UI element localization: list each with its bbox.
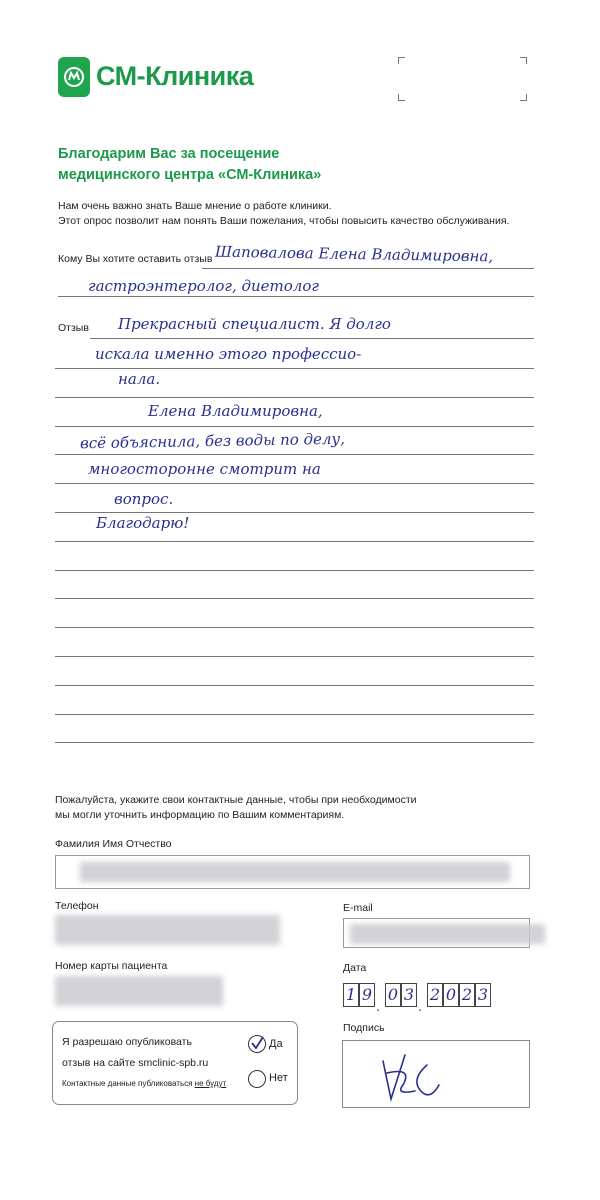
name-label: Фамилия Имя Отчество: [55, 838, 172, 850]
date-digit[interactable]: 9: [359, 983, 375, 1007]
review-line: Елена Владимировна,: [148, 402, 323, 420]
review-line: многосторонне смотрит на: [88, 460, 321, 478]
recipient-line: [58, 296, 534, 297]
review-line: нала.: [118, 370, 161, 388]
date-digit[interactable]: 0: [385, 983, 401, 1007]
review-rule: [55, 714, 534, 715]
redacted-email: [350, 924, 545, 944]
date-separator: .: [376, 998, 380, 1014]
date-digit[interactable]: 0: [443, 983, 459, 1007]
corner-mark: [398, 94, 405, 101]
review-line: вопрос.: [114, 490, 174, 508]
date-digit[interactable]: 1: [343, 983, 359, 1007]
redacted-phone: [55, 915, 280, 945]
consent-yes-label: Да: [269, 1038, 283, 1050]
redacted-card: [55, 976, 223, 1006]
corner-mark: [520, 94, 527, 101]
review-label: Отзыв: [58, 322, 89, 334]
review-rule: [90, 338, 534, 339]
consent-note: Контактные данные публиковаться не будут: [62, 1079, 227, 1088]
date-digit[interactable]: 2: [459, 983, 475, 1007]
corner-mark: [520, 57, 527, 64]
intro-text: Нам очень важно знать Ваше мнение о работе клиники. Этот опрос позволит нам понять Ваши пожелания, чтобы повысить качество обслуживания.: [58, 200, 510, 227]
consent-line2: отзыв на сайте smclinic-spb.ru: [62, 1057, 209, 1069]
review-rule: [55, 541, 534, 542]
review-line: всё объяснила, без воды по делу,: [79, 429, 346, 453]
checkmark-icon: [249, 1036, 265, 1052]
card-label: Номер карты пациента: [55, 960, 168, 972]
consent-no-label: Нет: [269, 1072, 288, 1084]
signature-field[interactable]: [342, 1040, 530, 1108]
redacted-name: [80, 862, 510, 882]
review-line: Благодарю!: [96, 514, 190, 532]
consent-box: [52, 1021, 298, 1105]
logo-icon: [58, 57, 90, 97]
brand-name: СМ-Клиника: [96, 61, 254, 91]
consent-no-radio[interactable]: [248, 1070, 266, 1088]
review-rule: [55, 483, 534, 484]
phone-label: Телефон: [55, 900, 99, 912]
consent-line1: Я разрешаю опубликовать: [62, 1036, 192, 1048]
date-digit[interactable]: 3: [475, 983, 491, 1007]
review-rule: [55, 454, 534, 455]
signature-icon: [343, 1041, 529, 1107]
date-digit[interactable]: 2: [427, 983, 443, 1007]
review-line: искала именно этого профессио-: [95, 345, 362, 363]
contacts-note: Пожалуйста, укажите свои контактные данные, чтобы при необходимости мы могли уточнить информацию по Вашим комментариям.: [55, 794, 417, 821]
review-line: Прекрасный специалист. Я долго: [118, 315, 391, 333]
review-rule: [55, 512, 534, 513]
email-label: E-mail: [343, 902, 373, 914]
review-rule: [55, 685, 534, 686]
recipient-label: Кому Вы хотите оставить отзыв: [58, 253, 213, 265]
consent-yes-radio[interactable]: [248, 1035, 266, 1053]
date-separator: .: [418, 998, 422, 1014]
review-rule: [55, 656, 534, 657]
review-rule: [55, 397, 534, 398]
review-rule: [55, 426, 534, 427]
review-rule: [55, 627, 534, 628]
date-label: Дата: [343, 962, 367, 974]
review-rule: [55, 598, 534, 599]
signature-label: Подпись: [343, 1022, 385, 1034]
review-rule: [55, 368, 534, 369]
date-digit[interactable]: 3: [401, 983, 417, 1007]
recipient-handwriting-1: Шаповалова Елена Владимировна,: [214, 242, 494, 266]
thanks-heading: Благодарим Вас за посещение медицинского центра «СМ-Клиника»: [58, 146, 322, 183]
review-rule: [55, 742, 534, 743]
corner-mark: [398, 57, 405, 64]
review-rule: [55, 570, 534, 571]
recipient-handwriting-2: гастроэнтеролог, диетолог: [88, 277, 319, 295]
recipient-line: [202, 268, 534, 269]
